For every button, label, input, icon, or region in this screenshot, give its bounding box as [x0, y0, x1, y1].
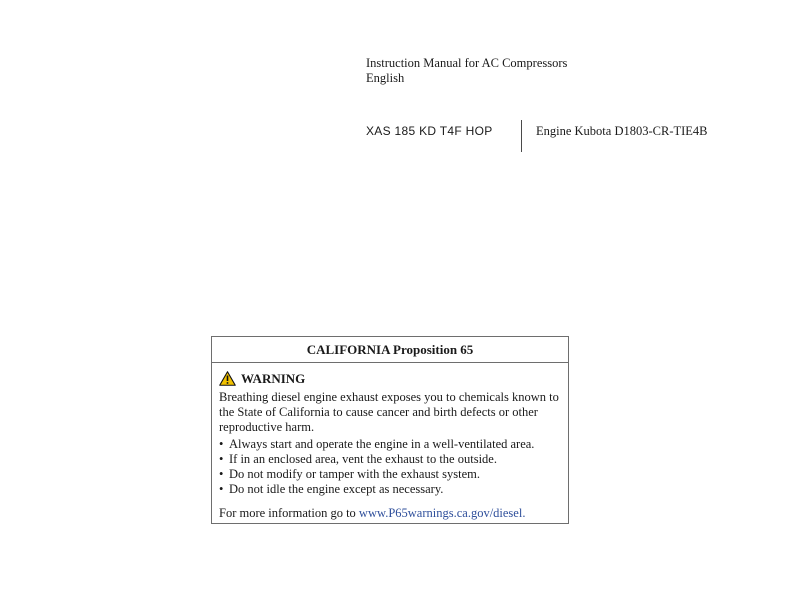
proposition-title: CALIFORNIA Proposition 65	[212, 337, 568, 363]
manual-language: English	[366, 71, 405, 85]
more-info-line	[219, 506, 561, 521]
bullet-text: If in an enclosed area, vent the exhaust to the outside.	[229, 452, 497, 466]
bullet-text: Do not idle the engine except as necessary.	[229, 482, 444, 496]
model-divider	[521, 120, 522, 152]
warning-label: WARNING	[241, 370, 306, 386]
bullet-text: Always start and operate the engine in a well-ventilated area.	[229, 437, 535, 451]
bullet-dot: •	[219, 482, 224, 496]
engine-name: Engine Kubota D1803-CR-TIE4B	[536, 124, 708, 138]
model-row	[366, 120, 706, 152]
model-name: XAS 185 KD T4F HOP	[366, 124, 493, 138]
list-item	[219, 437, 561, 452]
warning-triangle-icon	[219, 371, 236, 386]
more-info-prefix: For more information go to	[219, 506, 359, 520]
list-item	[219, 452, 561, 467]
warning-row	[219, 367, 561, 389]
manual-header	[366, 56, 567, 86]
bullet-dot: •	[219, 467, 224, 481]
p65-warnings-link[interactable]: www.P65warnings.ca.gov/diesel.	[358, 506, 526, 520]
manual-title: Instruction Manual for AC Compressors	[366, 56, 568, 70]
bullet-dot: •	[219, 452, 224, 466]
proposition-body	[212, 363, 568, 521]
bullet-dot: •	[219, 437, 224, 451]
warning-intro-text: Breathing diesel engine exhaust exposes you to chemicals known to the State of California to cause cancer and birth defects or other reproductive harm.	[219, 390, 559, 434]
warning-bullet-list	[219, 437, 561, 497]
list-item	[219, 467, 561, 482]
bullet-text: Do not modify or tamper with the exhaust system.	[229, 467, 481, 481]
proposition-65-box	[211, 336, 569, 524]
list-item	[219, 482, 561, 497]
